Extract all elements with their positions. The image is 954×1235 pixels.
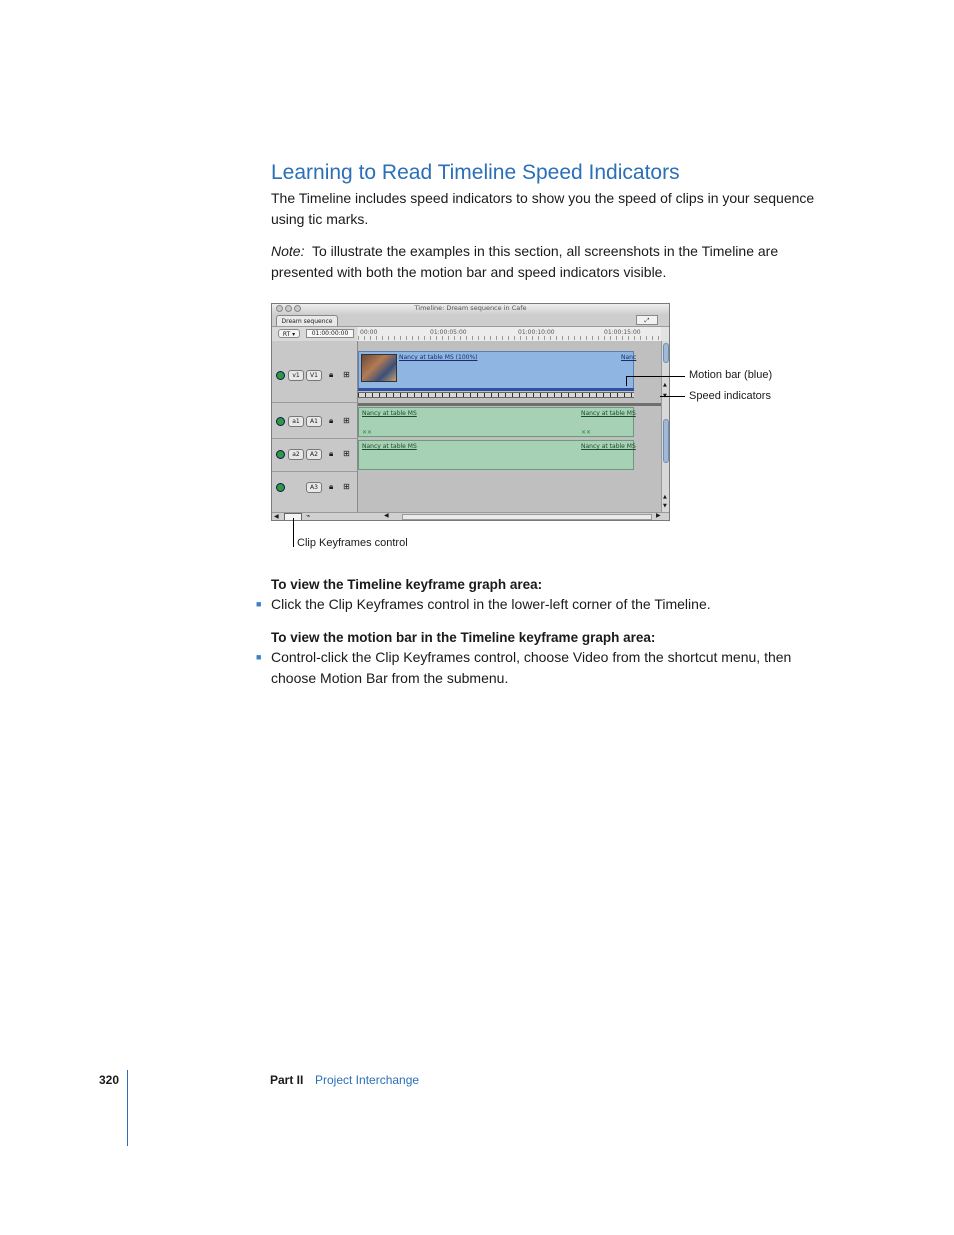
track-header-a2 — [272, 439, 357, 472]
lock-icon[interactable]: 🔒︎ — [329, 449, 334, 458]
footer-part-label: Part II — [270, 1073, 304, 1087]
track-header-v1 — [272, 341, 357, 403]
scroll-up-icon[interactable]: ▲ — [663, 494, 667, 500]
page-title: Learning to Read Timeline Speed Indicators — [271, 161, 680, 184]
bullet-icon: ■ — [256, 599, 262, 609]
source-a1-button[interactable]: a1 — [288, 416, 304, 427]
rt-popup-button[interactable]: RT ▾ — [278, 329, 300, 338]
window-titlebar — [272, 304, 669, 314]
scroll-right-icon[interactable]: ▶ — [656, 512, 661, 519]
footer-divider — [127, 1070, 128, 1146]
footer-section-link[interactable]: Project Interchange — [315, 1073, 420, 1087]
speaker-icon[interactable] — [276, 450, 285, 459]
source-v1-button[interactable]: v1 — [288, 370, 304, 381]
lock-icon[interactable]: 🔒︎ — [329, 416, 334, 425]
ruler-label: 01:00:10:00 — [518, 329, 555, 336]
page-number: 320 — [99, 1073, 120, 1087]
sequence-tab-row — [272, 314, 669, 327]
vertical-scrollbar[interactable] — [661, 341, 670, 516]
speaker-icon[interactable] — [276, 417, 285, 426]
dest-a3-button[interactable]: A3 — [306, 482, 322, 493]
speed-indicators-callout: Speed indicators — [689, 390, 771, 402]
track-area — [358, 341, 661, 516]
procedure-step: Click the Clip Keyframes control in the lower-left corner of the Timeline. — [271, 596, 711, 612]
source-a2-button[interactable]: a2 — [288, 449, 304, 460]
speaker-icon[interactable] — [276, 483, 285, 492]
note-label: Note: — [271, 243, 305, 259]
audio-controls-icon[interactable]: ◀ — [274, 513, 279, 520]
track-headers — [272, 341, 358, 516]
procedure-title: To view the Timeline keyframe graph area: — [271, 577, 543, 592]
auto-select-icon[interactable]: ⊞ — [343, 370, 350, 379]
audio-scroll-thumb[interactable] — [663, 419, 669, 463]
stereo-pair-marker: ✕✕ — [581, 429, 592, 436]
track-header-a1 — [272, 406, 357, 439]
window-title: Timeline: Dream sequence in Cafe — [414, 304, 527, 312]
procedure-step: Control-click the Clip Keyframes control, choose Video from the shortcut menu, then choose Motion Bar from the submenu. — [271, 649, 792, 686]
note-text: To illustrate the examples in this section, all screenshots in the Timeline are presented with both the motion bar and speed indicators visible. — [271, 243, 779, 280]
horizontal-scrollbar[interactable] — [402, 514, 652, 520]
motion-bar-callout-line — [626, 376, 685, 377]
ruler-label: 00:00 — [360, 329, 378, 336]
motion-bar-callout: Motion bar (blue) — [689, 369, 773, 381]
lock-icon[interactable]: 🔒︎ — [329, 370, 334, 379]
scroll-left-icon[interactable]: ◀ — [384, 512, 389, 519]
auto-select-icon[interactable]: ⊞ — [343, 416, 350, 425]
scroll-up-icon[interactable]: ▲ — [663, 382, 667, 388]
audio-clip-a1[interactable] — [358, 407, 634, 437]
timeline-screenshot — [271, 303, 670, 521]
dest-a1-button[interactable]: A1 — [306, 416, 322, 427]
timeline-bottom-bar — [272, 512, 669, 521]
audio-clip-a2[interactable] — [358, 440, 634, 470]
auto-select-icon[interactable]: ⊞ — [343, 482, 350, 491]
timeline-controls — [272, 327, 357, 341]
clip-keyframes-callout: Clip Keyframes control — [297, 537, 408, 549]
procedure-title: To view the motion bar in the Timeline keyframe graph area: — [271, 630, 656, 645]
motion-bar-callout-line — [626, 376, 627, 386]
video-scroll-thumb[interactable] — [663, 343, 669, 363]
lock-icon[interactable]: 🔒︎ — [329, 482, 334, 491]
motion-bar — [358, 388, 634, 391]
intro-paragraph: The Timeline includes speed indicators to show you the speed of clips in your sequence using tic marks. — [271, 190, 815, 227]
zoom-toggle-icon[interactable]: ⤢ — [636, 315, 658, 325]
audio-video-divider[interactable] — [358, 403, 661, 406]
speed-indicators — [358, 392, 634, 398]
track-height-icon[interactable]: ⌁ — [306, 512, 311, 520]
current-timecode-field[interactable]: 01:00:00:00 — [306, 329, 354, 338]
dest-a2-button[interactable]: A2 — [306, 449, 322, 460]
stereo-pair-marker: ✕✕ — [362, 429, 373, 436]
ruler-label: 01:00:15:00 — [604, 329, 641, 336]
sequence-tab[interactable]: Dream sequence — [276, 315, 338, 326]
note-paragraph — [271, 241, 831, 282]
video-clip-name: Nancy at table MS (100%) — [399, 354, 478, 361]
auto-select-icon[interactable]: ⊞ — [343, 449, 350, 458]
audio-clip-name: Nancy at table MS — [362, 443, 417, 450]
clip-thumbnail — [361, 354, 397, 382]
clip-keyframes-callout-line — [293, 518, 294, 547]
track-header-a3 — [272, 472, 357, 506]
next-clip-name: Nanc — [621, 354, 637, 361]
audio-clip-name: Nancy at table MS — [581, 410, 636, 417]
speed-indicators-callout-line — [660, 396, 685, 397]
timeline-ruler[interactable] — [358, 327, 661, 342]
audio-clip-name: Nancy at table MS — [581, 443, 636, 450]
video-clip[interactable] — [358, 351, 637, 389]
scroll-down-icon[interactable]: ▼ — [663, 503, 667, 509]
speed-tick-marks — [358, 393, 634, 397]
bullet-icon: ■ — [256, 652, 262, 662]
track-visibility-icon[interactable] — [276, 371, 285, 380]
ruler-label: 01:00:05:00 — [430, 329, 467, 336]
dest-v1-button[interactable]: V1 — [306, 370, 322, 381]
ruler-ticks — [358, 336, 661, 340]
audio-clip-name: Nancy at table MS — [362, 410, 417, 417]
